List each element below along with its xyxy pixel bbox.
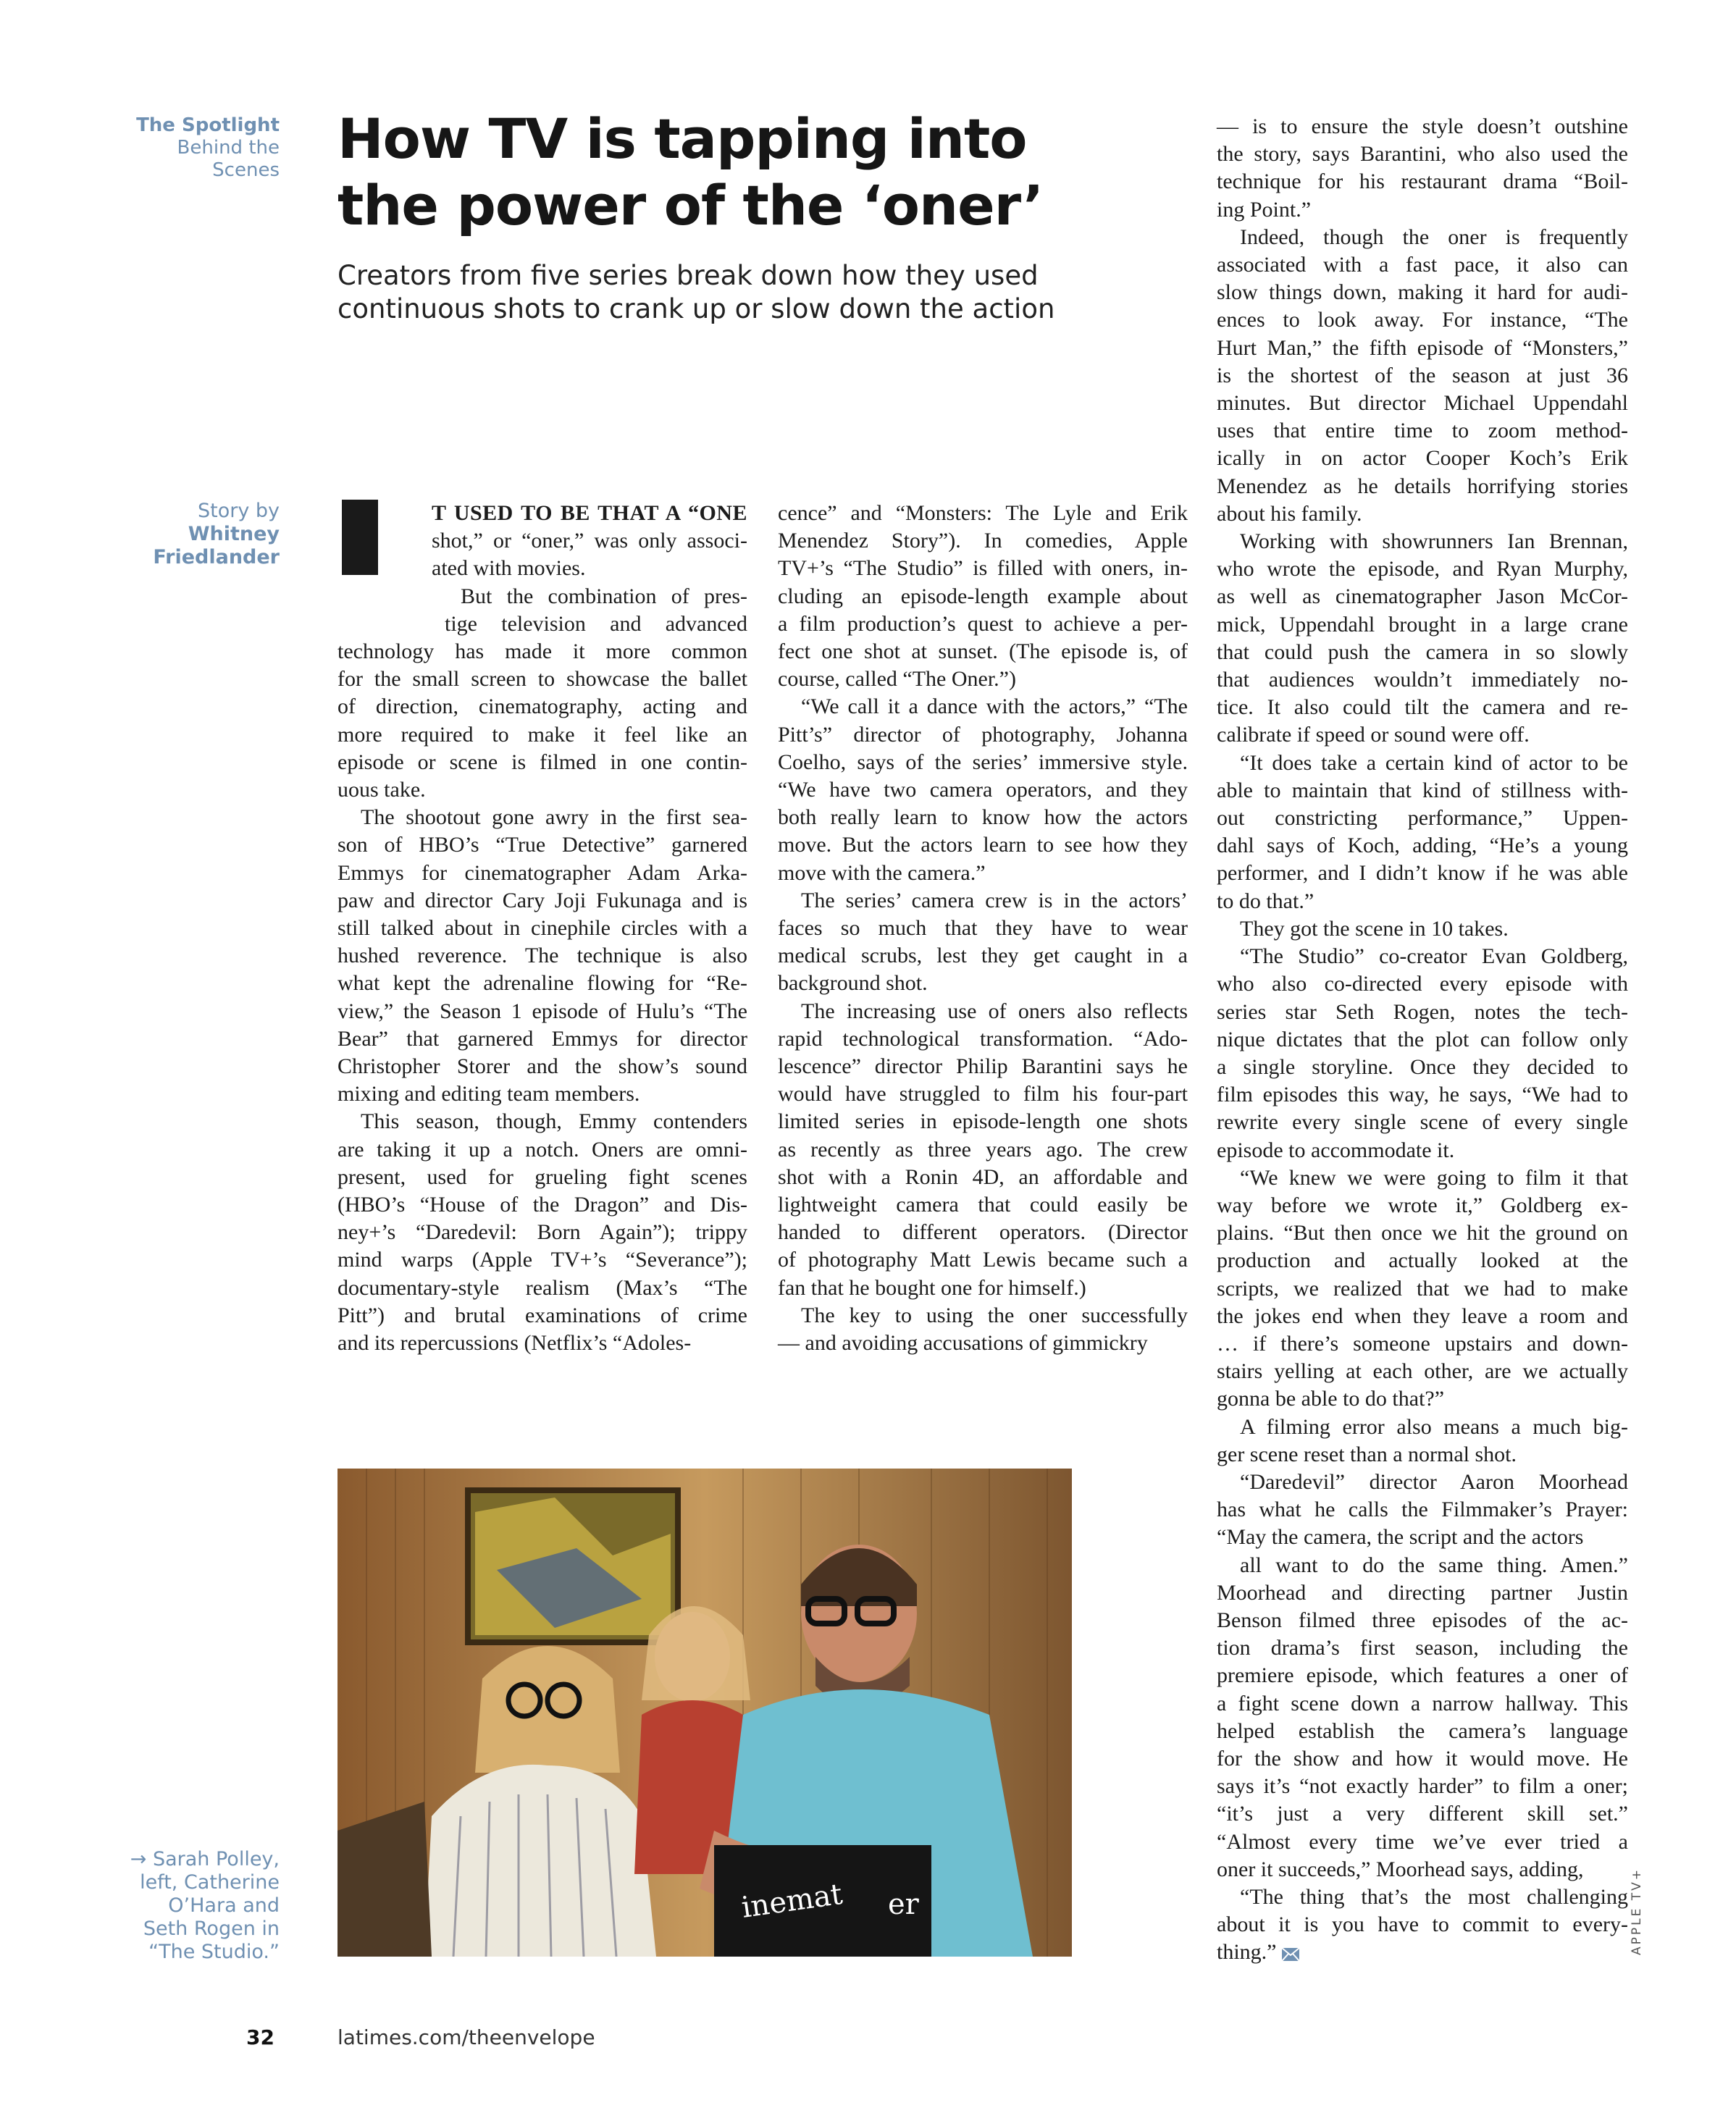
end-mark-envelope-icon	[1281, 1947, 1300, 1962]
chair-text-1: inemat	[739, 1877, 845, 1925]
article-line: They got the scene in 10 takes.	[1240, 916, 1509, 941]
article-line: — is to ensure the style doesn’t outshine	[1217, 114, 1628, 138]
article-line: series star Seth Rogen, notes the tech-	[1217, 999, 1628, 1024]
article-line: associated with a fast pace, it also can	[1217, 253, 1628, 277]
article-line: “May the camera, the script and the actors	[1217, 1525, 1584, 1550]
article-line: lightweight camera that could easily be	[778, 1193, 1188, 1217]
article-line: T USED TO BE THAT A “ONE	[432, 501, 747, 525]
article-line: Indeed, though the oner is frequently	[1240, 224, 1628, 249]
article-line: nique dictates that the plot can follow only	[1217, 1027, 1628, 1051]
article-line: Menendez Story”). In comedies, Apple	[778, 529, 1188, 553]
article-line: Pitt’s” director of photography, Johanna	[778, 722, 1188, 747]
article-line: episode or scene is filmed in one contin-	[337, 749, 747, 774]
article-line: Menendez as he details horrifying stories	[1217, 474, 1628, 498]
article-line: — and avoiding accusations of gimmickry	[778, 1331, 1148, 1356]
article-line: … if there’s someone upstairs and down-	[1217, 1331, 1628, 1356]
article-line: ences to look away. For instance, “The	[1217, 308, 1628, 332]
article-line: documentary-style realism (Max’s “The	[337, 1275, 747, 1300]
article-line: calibrate if speed or sound were off.	[1217, 723, 1530, 747]
article-line: minutes. But director Michael Uppendahl	[1217, 391, 1628, 416]
article-line: dahl says of Koch, adding, “He’s a young	[1217, 833, 1628, 858]
article-line: for the show and how it would move. He	[1217, 1746, 1628, 1771]
caption-line2: left, Catherine	[140, 1871, 280, 1894]
headline-line2: the power of the ‘oner’	[337, 173, 1044, 238]
article-line: more required to make it feel like an	[337, 722, 747, 747]
article-line: “Almost every time we’ve ever tried a	[1217, 1829, 1628, 1854]
article-line: Coelho, says of the series’ immersive style.	[778, 749, 1188, 774]
article-line: A filming error also means a much big-	[1240, 1414, 1628, 1439]
article-line: what kept the adrenaline flowing for “Re-	[337, 971, 747, 996]
article-line: thing.”	[1217, 1939, 1628, 1966]
article-line: fect one shot at sunset. (The episode is, of	[778, 639, 1188, 664]
article-line: performer, and I didn’t know if he was able	[1217, 861, 1628, 886]
article-line: a film production’s quest to achieve a per-	[778, 611, 1188, 636]
article-line: helped establish the camera’s language	[1217, 1718, 1628, 1743]
article-line: are taking it up a notch. Oners are omni-	[337, 1137, 747, 1162]
article-line: way before we wrote it,” Goldberg ex-	[1217, 1193, 1628, 1217]
article-line: “We call it a dance with the actors,” “The	[801, 694, 1188, 719]
article-line: premiere episode, which features a oner of	[1217, 1663, 1628, 1688]
article-line: the story, says Barantini, who also used the	[1217, 142, 1628, 167]
article-line: lescence” director Philip Barantini says he	[778, 1054, 1188, 1079]
article-line: paw and director Cary Joji Fukunaga and is	[337, 888, 747, 912]
article-line: son of HBO’s “True Detective” garnered	[337, 833, 747, 857]
article-column-2	[778, 500, 1188, 1357]
article-line: handed to different operators. (Director	[778, 1220, 1188, 1245]
article-line: who wrote the episode, and Ryan Murphy,	[1217, 557, 1628, 581]
article-line: “It does take a certain kind of actor to be	[1240, 750, 1628, 775]
article-line: ically in on actor Cooper Koch’s Erik	[1217, 446, 1628, 471]
photo-illustration	[337, 1469, 1072, 1957]
article-line: (HBO’s “House of the Dragon” and Dis-	[337, 1193, 747, 1217]
byline	[109, 500, 280, 569]
article-line: shot with a Ronin 4D, an affordable and	[778, 1164, 1188, 1189]
footer-url: latimes.com/theenvelope	[337, 2025, 595, 2049]
article-line: “We have two camera operators, and they	[778, 778, 1188, 802]
article-line: of photography Matt Lewis became such a	[778, 1248, 1188, 1272]
chair-text-2: er	[888, 1888, 919, 1921]
article-line: TV+’s “The Studio” is filled with oners, in-	[778, 556, 1188, 581]
article-line: and its repercussions (Netflix’s “Adoles-	[337, 1331, 692, 1356]
article-line: Emmys for cinematographer Adam Arka-	[337, 860, 747, 885]
article-line: ney+’s “Daredevil: Born Again”); trippy	[337, 1220, 747, 1245]
article-line: that audiences wouldn’t immediately no-	[1217, 668, 1628, 692]
article-line: still talked about in cinephile circles with a	[337, 916, 747, 941]
headline	[337, 106, 1170, 239]
caption-line5: “The Studio.”	[148, 1941, 280, 1963]
article-line: technique for his restaurant drama “Boil-	[1217, 169, 1628, 194]
article-line: This season, though, Emmy contenders	[361, 1109, 747, 1134]
article-line: would have struggled to film his four-part	[778, 1082, 1188, 1106]
article-line: scripts, we realized that we had to make	[1217, 1276, 1628, 1301]
article-line: Benson filmed three episodes of the ac-	[1217, 1608, 1628, 1632]
article-line: able to maintain that kind of stillness with-	[1217, 778, 1628, 802]
article-line: episode to accommodate it.	[1217, 1138, 1455, 1162]
dek-line2: continuous shots to crank up or slow down the action	[337, 293, 1055, 324]
article-line: ing Point.”	[1217, 197, 1312, 222]
article-line: hushed reverence. The technique is also	[337, 944, 747, 968]
kicker-subsection-line2: Scenes	[212, 159, 280, 181]
article-line: slow things down, making it hard for audi-	[1217, 280, 1628, 305]
article-line: The increasing use of oners also reflects	[801, 999, 1188, 1023]
article-line: tion drama’s first season, including the	[1217, 1636, 1628, 1660]
article-line: view,” the Season 1 episode of Hulu’s “The	[337, 999, 747, 1023]
article-line: is the shortest of the season at just 36	[1217, 363, 1628, 387]
page-number: 32	[246, 2025, 274, 2049]
kicker-subsection-line1: Behind the	[177, 137, 280, 159]
dek	[337, 259, 1134, 326]
article-line: course, called “The Oner.”)	[778, 667, 1016, 692]
article-line: ger scene reset than a normal shot.	[1217, 1442, 1517, 1466]
article-line: about it is you have to commit to every-	[1217, 1912, 1628, 1937]
article-line: Pitt”) and brutal examinations of crime	[337, 1303, 747, 1327]
article-line: present, used for grueling fight scenes	[337, 1164, 747, 1189]
photo-caption	[109, 1848, 280, 1964]
article-column-3	[1217, 113, 1628, 1967]
kicker-label: The Spotlight	[136, 114, 280, 136]
article-line: Hurt Man,” the fifth episode of “Monsters,”	[1217, 335, 1628, 360]
article-line: out constricting performance,” Uppen-	[1217, 806, 1628, 831]
byline-prefix: Story by	[197, 500, 280, 522]
article-line: medical scrubs, lest they get caught in a	[778, 944, 1188, 968]
article-line: Christopher Storer and the show’s sound	[337, 1054, 747, 1079]
article-line: The shootout gone awry in the first sea-	[361, 805, 747, 830]
article-line: mick, Uppendahl brought in a large crane	[1217, 612, 1628, 637]
caption-line1: → Sarah Polley,	[130, 1848, 280, 1870]
article-line: all want to do the same thing. Amen.”	[1240, 1553, 1628, 1577]
article-line: Bear” that garnered Emmys for director	[337, 1026, 747, 1051]
article-line: Moorhead and directing partner Justin	[1217, 1580, 1628, 1605]
article-line: of direction, cinematography, acting and	[337, 694, 747, 719]
article-line: plains. “But then once we hit the ground on	[1217, 1221, 1628, 1246]
article-line: the jokes end when they leave a room and	[1217, 1303, 1628, 1328]
article-line: Working with showrunners Ian Brennan,	[1240, 529, 1628, 554]
article-line: cluding an episode-length example about	[778, 584, 1188, 608]
article-line: who also co-directed every episode with	[1217, 972, 1628, 996]
article-line: move with the camera.”	[778, 860, 986, 885]
article-line: technology has made it more common	[337, 639, 747, 664]
article-line: both really learn to know how the actors	[778, 805, 1188, 830]
article-line: to do that.”	[1217, 889, 1314, 913]
article-line: mixing and editing team members.	[337, 1082, 640, 1106]
article-line: that could push the camera in so slowly	[1217, 639, 1628, 664]
article-line: tige television and advanced	[445, 611, 747, 636]
article-line: gonna be able to do that?”	[1217, 1387, 1445, 1411]
article-line: fan that he bought one for himself.)	[778, 1275, 1086, 1300]
article-line: “We knew we were going to film it that	[1240, 1165, 1628, 1190]
dek-line1: Creators from five series break down how they used	[337, 260, 1039, 291]
article-line: for the small screen to showcase the ballet	[337, 667, 747, 692]
article-line: But the combination of pres-	[461, 584, 747, 608]
article-line: uses that entire time to zoom method-	[1217, 419, 1628, 443]
article-line: limited series in episode-length one shots	[778, 1109, 1188, 1134]
article-line: stairs yelling at each other, are we actually	[1217, 1359, 1628, 1384]
article-line: as recently as three years ago. The crew	[778, 1137, 1188, 1162]
article-line: cence” and “Monsters: The Lyle and Erik	[778, 501, 1188, 525]
article-line: tice. It also could tilt the camera and re-	[1217, 695, 1628, 720]
article-line: says it’s “not exactly harder” to film a oner;	[1217, 1774, 1628, 1799]
article-line: film episodes this way, he says, “We had to	[1217, 1083, 1628, 1107]
article-line: as well as cinematographer Jason McCor-	[1217, 584, 1628, 609]
article-line: oner it succeeds,” Moorhead says, adding,	[1217, 1857, 1584, 1881]
article-line: “The Studio” co-creator Evan Goldberg,	[1240, 944, 1628, 969]
photo-credit: APPLE TV+	[1630, 1867, 1644, 1955]
article-line: “it’s just a very different skill set.”	[1217, 1802, 1628, 1826]
article-line: a fight scene down a narrow hallway. This	[1217, 1691, 1628, 1715]
article-line: uous take.	[337, 778, 426, 802]
article-line: move. But the actors learn to see how they	[778, 833, 1188, 857]
article-line: faces so much that they have to wear	[778, 916, 1188, 941]
article-line: The key to using the oner successfully	[801, 1303, 1188, 1327]
article-line: The series’ camera crew is in the actors’	[801, 888, 1188, 912]
article-line: ated with movies.	[432, 556, 586, 581]
article-line: a single storyline. Once they decided to	[1217, 1054, 1628, 1079]
headline-line1: How TV is tapping into	[337, 106, 1027, 171]
article-photo	[337, 1469, 1072, 1957]
article-line: has what he calls the Filmmaker’s Prayer:	[1217, 1498, 1628, 1522]
article-line: production and actually looked at the	[1217, 1248, 1628, 1273]
article-line: rewrite every single scene of every single	[1217, 1110, 1628, 1135]
article-line: shot,” or “oner,” was only associ-	[432, 529, 747, 553]
section-kicker	[109, 114, 280, 182]
article-line: mind warps (Apple TV+’s “Severance”);	[337, 1248, 747, 1272]
caption-line4: Seth Rogen in	[143, 1918, 280, 1940]
caption-line3: O’Hara and	[168, 1894, 280, 1917]
author-first-name: Whitney	[188, 523, 280, 545]
article-line: “The thing that’s the most challenging	[1240, 1885, 1628, 1909]
article-line: rapid technological transformation. “Ado-	[778, 1026, 1188, 1051]
article-line: “Daredevil” director Aaron Moorhead	[1240, 1469, 1628, 1494]
article-line: background shot.	[778, 971, 928, 996]
article-column-1	[337, 500, 747, 1357]
author-last-name: Friedlander	[153, 546, 280, 568]
article-line: about his family.	[1217, 501, 1362, 526]
